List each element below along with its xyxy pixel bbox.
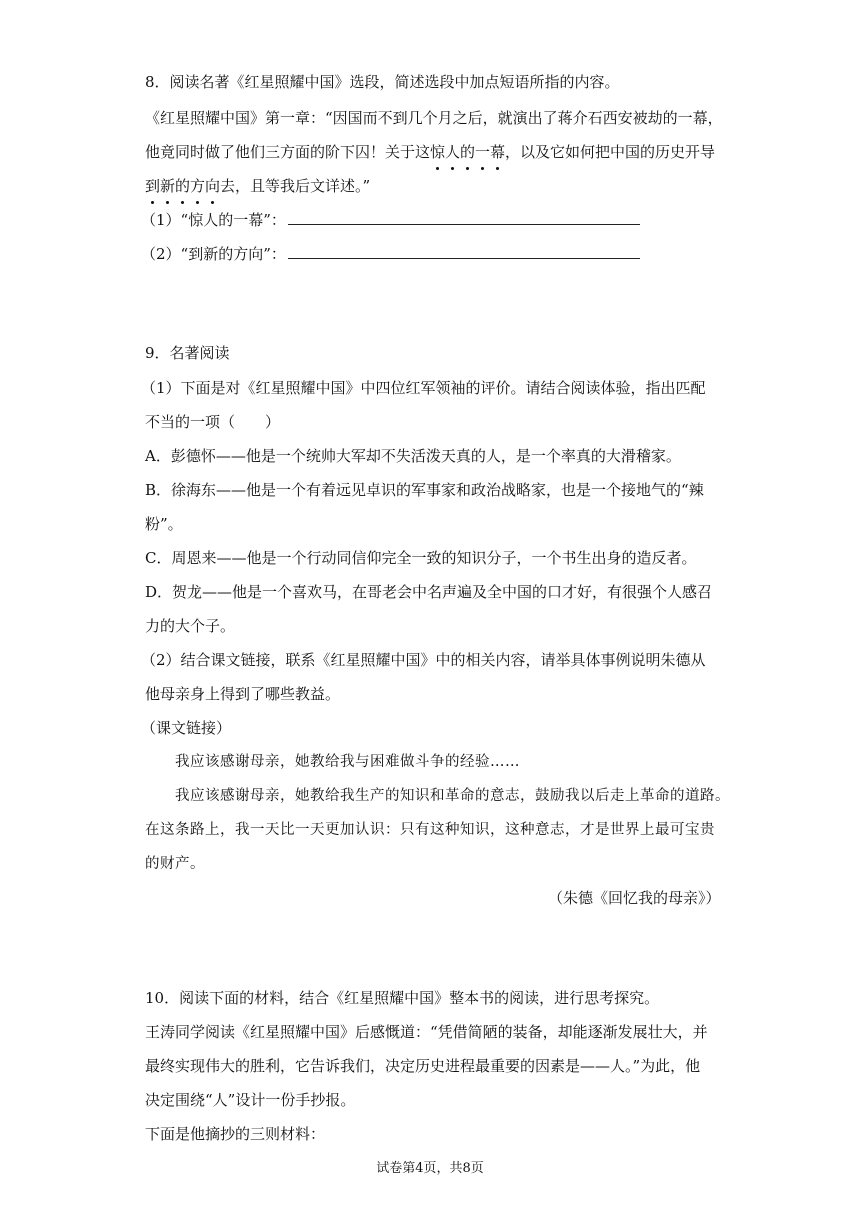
q8-passage-line-1: 《红星照耀中国》第一章：“因国而不到几个月之后，就演出了蒋介石西安被劫的一幕，	[145, 109, 723, 127]
option-d-line-2: 力的大个子。	[145, 617, 236, 635]
option-b-line-2: 粉”。	[145, 515, 183, 533]
q9-part2-line-1: （2）结合课文链接，联系《红星照耀中国》中的相关内容，请举具体事例说明朱德从	[141, 651, 706, 669]
dotted-phrase-2: 到新的方向	[145, 177, 220, 195]
q10-para-line-4: 下面是他摘抄的三则材料：	[145, 1125, 326, 1143]
q8-passage-text: 他竟同时做了他们三方面的阶下囚！关于这	[145, 143, 431, 161]
page-footer: 试卷第4页，共8页	[376, 1161, 484, 1176]
q10-title: 10．阅读下面的材料，结合《红星照耀中国》整本书的阅读，进行思考探究。	[145, 989, 660, 1007]
option-a: A．彭德怀——他是一个统帅大军却不失活泼天真的人，是一个率真的大滑稽家。	[145, 447, 681, 465]
option-d-line-1: D．贺龙——他是一个喜欢马，在哥老会中名声遍及全中国的口才好，有很强个人感召	[145, 583, 713, 601]
link-label: （课文链接）	[141, 719, 232, 737]
q8-sub-1	[141, 210, 640, 230]
q9-part1-line-2: 不当的一项（ ）	[145, 413, 281, 431]
q9-part2-line-2: 他母亲身上得到了哪些教益。	[145, 685, 341, 703]
q10-para-line-3: 决定围绕“人”设计一份手抄报。	[145, 1091, 356, 1109]
option-c: C．周恩来——他是一个行动同信仰完全一致的知识分子，一个书生出身的造反者。	[145, 549, 697, 567]
q8-sub-2-label: （2）“到新的方向”：	[141, 245, 286, 263]
q8-title: 8．阅读名著《红星照耀中国》选段，简述选段中加点短语所指的内容。	[145, 73, 620, 91]
quote-line-4: 的财产。	[145, 856, 205, 872]
q8-sub-2	[141, 244, 640, 264]
quote-line-1: 我应该感谢母亲，她教给我与困难做斗争的经验……	[175, 754, 520, 770]
option-b-line-1: B．徐海东——他是一个有着远见卓识的军事家和政治战略家，也是一个接地气的“辣	[145, 481, 704, 499]
dotted-phrase-1: 惊人的一幕	[430, 143, 505, 161]
q8-passage-text: ，以及它如何把中国的历史开导	[505, 143, 716, 161]
answer-blank-2[interactable]	[288, 244, 640, 259]
q9-title: 9．名著阅读	[145, 344, 230, 362]
q8-sub-1-label: （1）“惊人的一幕”：	[141, 211, 286, 229]
q8-passage-text: 去，且等我后文详述。”	[220, 177, 371, 195]
q9-part1-line-1: （1）下面是对《红星照耀中国》中四位红军领袖的评价。请结合阅读体验，指出匹配	[141, 379, 706, 397]
q8-passage-line-3	[145, 176, 370, 196]
q10-para-line-1: 王涛同学阅读《红星照耀中国》后感慨道：“凭借简陋的装备，却能逐渐发展壮大，并	[145, 1023, 708, 1041]
quote-line-3: 在这条路上，我一天比一天更加认识：只有这种知识，这种意志，才是世界上最可宝贵	[145, 822, 715, 838]
answer-blank-1[interactable]	[288, 210, 640, 225]
quote-source: （朱德《回忆我的母亲》）	[548, 889, 721, 907]
q8-passage-line-2	[145, 142, 715, 162]
quote-line-2: 我应该感谢母亲，她教给我生产的知识和革命的意志，鼓励我以后走上革命的道路。	[175, 788, 730, 804]
q10-para-line-2: 最终实现伟大的胜利，它告诉我们，决定历史进程最重要的因素是——人。”为此，他	[145, 1057, 701, 1075]
